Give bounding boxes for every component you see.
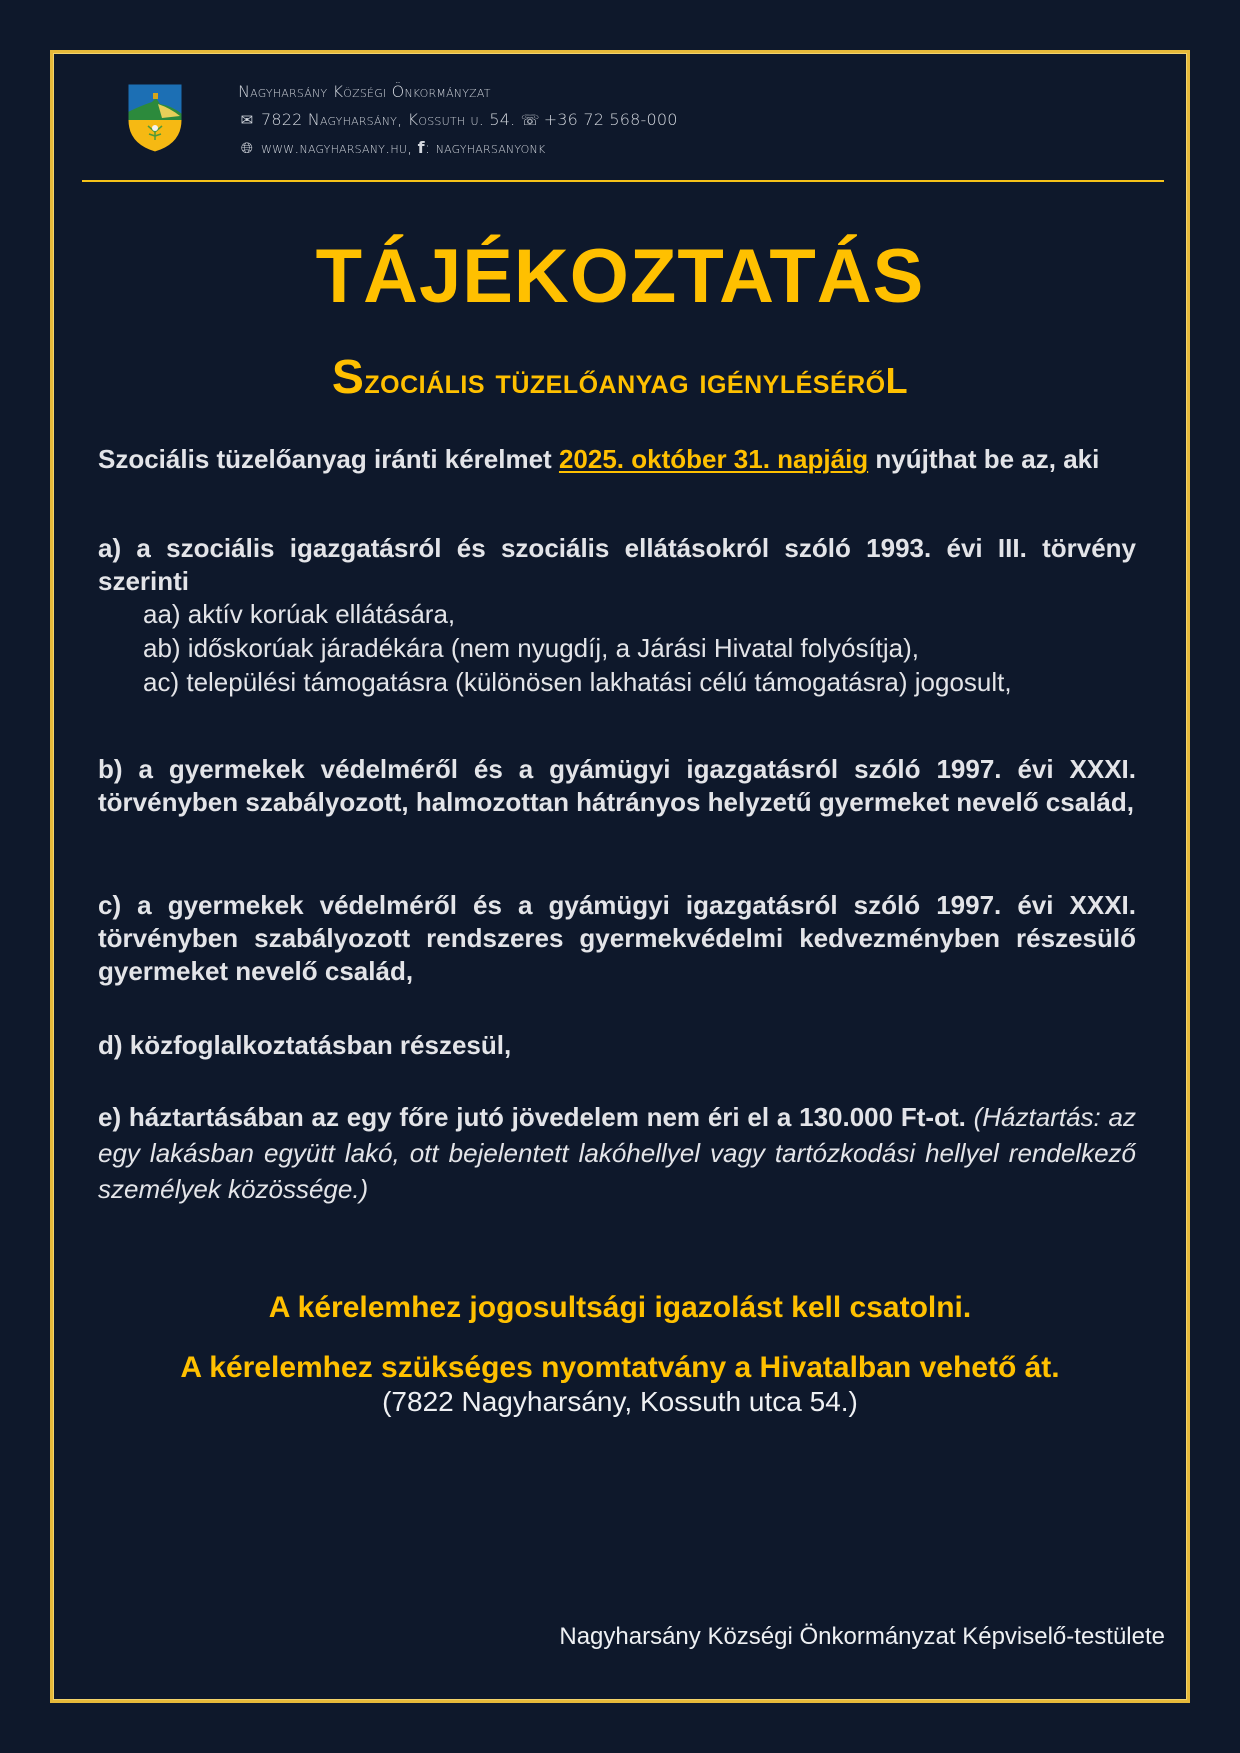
intro-paragraph (98, 443, 1136, 476)
coat-of-arms-icon (126, 82, 184, 154)
item-aa: aa) aktív korúak ellátására, (143, 599, 456, 629)
telephone-icon: ☏ (520, 111, 540, 129)
item-e-text: e) háztartásában az egy főre jutó jövedelem nem éri el a 130.000 Ft-ot. (98, 1102, 966, 1132)
item-b: b) a gyermekek védelméről és a gyámügyi igazgatásról szóló 1997. évi XXXI. törvényben szabályozott, halmozottan hátrányos helyzetű gyermeket nevelő család, (98, 754, 1136, 817)
website-link[interactable]: www.nagyharsany.hu, (261, 138, 413, 157)
web-line (238, 134, 678, 162)
subtitle-rest: zociális tüzelőanyag igénylésérőL (364, 360, 909, 401)
subtitle-initial: S (331, 351, 365, 404)
notice-form-pickup: A kérelemhez szükséges nyomtatvány a Hivatalban vehető át. (180, 1351, 1060, 1384)
item-d: d) közfoglalkoztatásban részesül, (98, 1030, 512, 1060)
item-ac: ac) települési támogatásra (különösen lakhatási célú támogatásra) jogosult, (143, 667, 1012, 697)
contact-line (238, 106, 678, 134)
org-name: Nagyharsány Községi Önkormányzat (238, 82, 491, 101)
page-title: TÁJÉKOZTATÁS (315, 234, 925, 319)
item-c: c) a gyermekek védelméről és a gyámügyi igazgatásról szóló 1997. évi XXXI. törvényben szabályozott rendszeres gyermekvédelmi kedvezményben részesülő gyermeket nevelő család, (98, 890, 1136, 986)
address-text: 7822 Nagyharsány, Kossuth u. 54. (261, 110, 516, 129)
globe-icon: 🌐︎ (240, 139, 254, 157)
letterhead (126, 82, 1126, 162)
item-e (98, 1099, 1136, 1207)
item-a: a) a szociális igazgatásról és szociális ellátásokról szóló 1993. évi III. törvény szerinti (98, 533, 1136, 596)
notice-attach-proof: A kérelemhez jogosultsági igazolást kell csatolni. (268, 1291, 972, 1324)
page-subtitle (0, 351, 1240, 405)
facebook-icon: f (417, 138, 425, 157)
intro-after: nyújthat be az, aki (868, 444, 1100, 474)
item-ab: ab) időskorúak járadékára (nem nyugdíj, a Járási Hivatal folyósítja), (143, 633, 920, 663)
office-address: (7822 Nagyharsány, Kossuth utca 54.) (382, 1386, 858, 1417)
intro-before: Szociális tüzelőanyag iránti kérelmet (98, 444, 559, 474)
household-definition: (Háztartás: az egy lakásban együtt lakó, ott bejelentett lakóhellyel vagy tartózkodási hellyel rendelkező személyek közössége.) (98, 1102, 1137, 1204)
facebook-handle[interactable]: : nagyharsanyonk (424, 138, 546, 157)
phone-text[interactable]: +36 72 568-000 (543, 110, 678, 129)
signature: Nagyharsány Községi Önkormányzat Képviselő-testülete (559, 1623, 1165, 1650)
header-divider (82, 180, 1164, 182)
envelope-icon: ✉ (240, 111, 254, 129)
deadline-highlight: 2025. október 31. napjáig (558, 444, 869, 474)
